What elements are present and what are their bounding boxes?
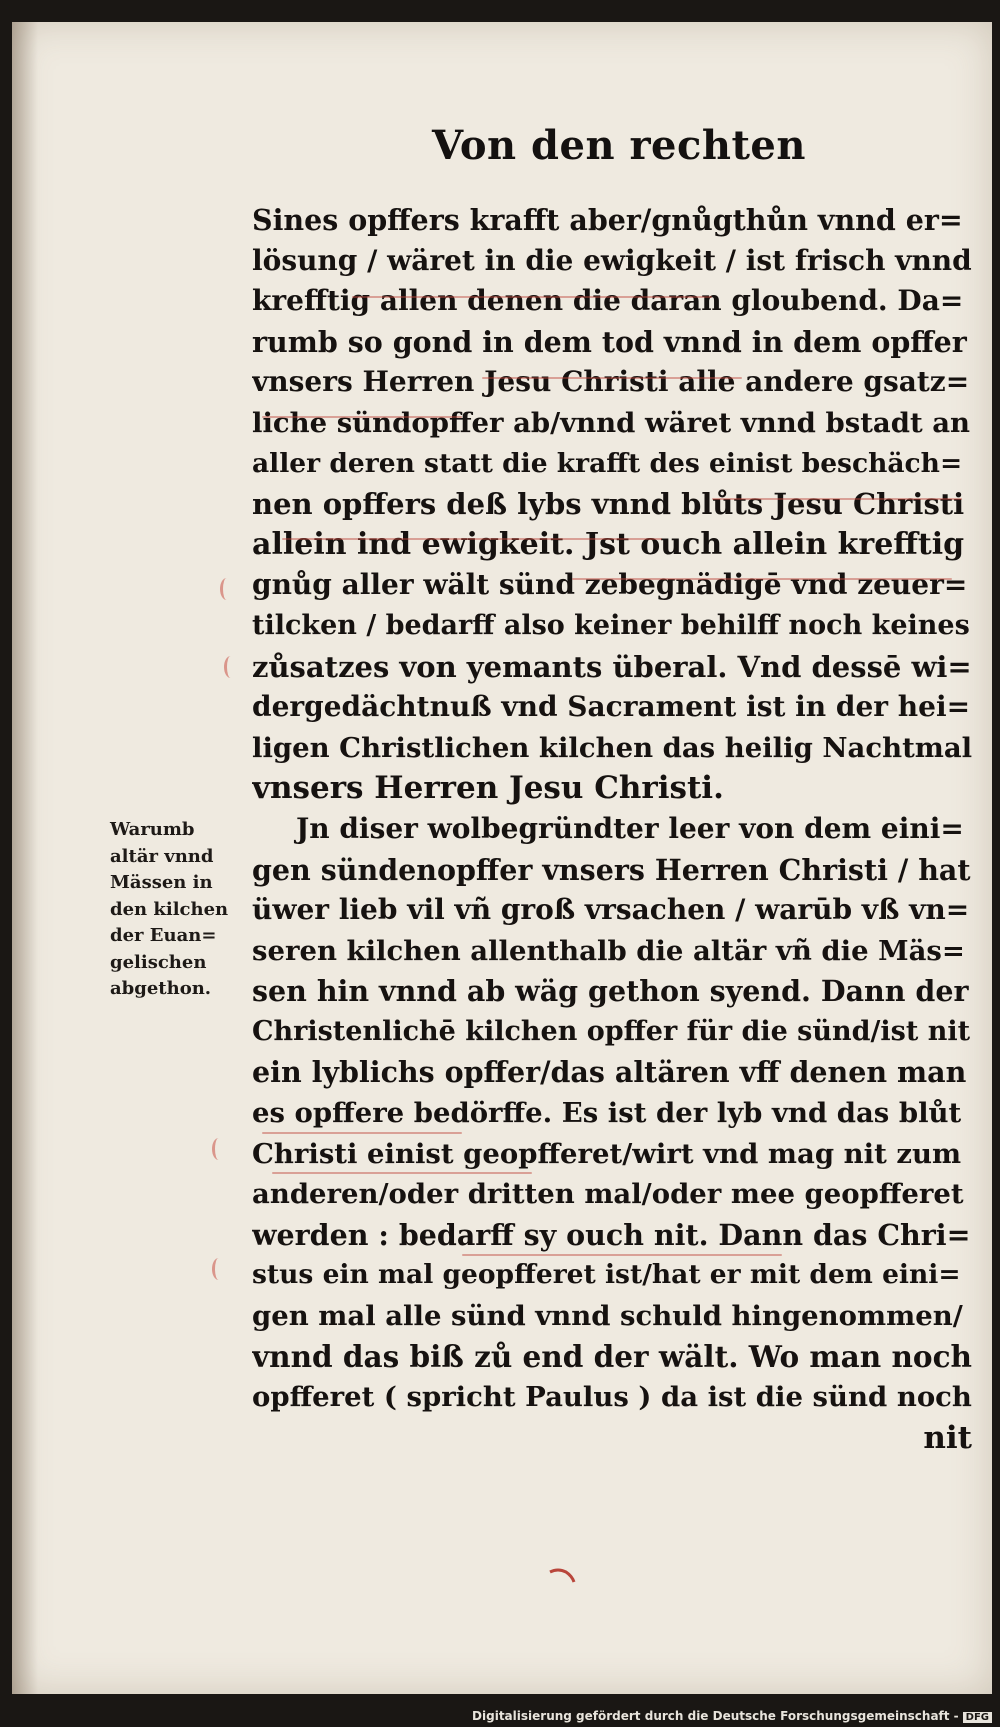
text-line: zůsatzes von yemants überal. Vnd dessē wi= (252, 649, 972, 684)
text-line: Christenlichē kilchen opffer für die sünd/ist nit (252, 1015, 971, 1047)
text-line: krefftig allen denen die daran gloubend. Da= (252, 284, 964, 318)
dfg-logo: DFG (963, 1712, 992, 1723)
marginal-note-line: gelischen (110, 951, 207, 973)
text-line: üwer lieb vil vñ groß vrsachen / warūb vß vn= (252, 893, 970, 927)
red-underline-mark (352, 296, 712, 298)
text-line: gen mal alle sünd vnnd schuld hingenommen/ (252, 1300, 963, 1333)
red-underline-mark (712, 498, 962, 500)
red-margin-tick (212, 1258, 225, 1280)
text-line: stus ein mal geopfferet ist/hat er mit dem eini= (252, 1259, 961, 1291)
text-line: vnsers Herren Jesu Christi. (252, 770, 724, 807)
marginal-note-line: Mässen in (110, 872, 213, 893)
marginal-note-line: altär vnnd (110, 845, 214, 867)
text-line: lösung / wäret in die ewigkeit / ist frisch vnnd (252, 243, 972, 277)
text-line: sen hin vnnd ab wäg gethon syend. Dann der (252, 974, 969, 1009)
running-head: Von den rechten (432, 122, 806, 169)
red-underline-mark (572, 578, 952, 580)
text-line: opfferet ( spricht Paulus ) da ist die sünd noch (252, 1381, 972, 1414)
red-ink-mark (548, 1566, 578, 1584)
red-underline-mark (282, 538, 662, 540)
main-text-block (252, 200, 972, 1458)
text-line: vnsers Herren Jesu Christi alle andere gsatz= (252, 365, 970, 399)
text-line: ein lyblichs opffer/das altären vff denen man (252, 1055, 967, 1090)
marginal-note-line: den kilchen (110, 898, 229, 920)
text-line: nen opffers deß lybs vnnd blůts Jesu Christi (252, 487, 965, 522)
text-line: Christi einist geopfferet/wirt vnd mag nit zum (252, 1137, 962, 1170)
text-line: ligen Christlichen kilchen das heilig Nachtmal (252, 731, 972, 764)
marginal-note-line: der Euan= (110, 925, 217, 946)
red-margin-tick (220, 578, 233, 600)
red-margin-tick (212, 1138, 225, 1160)
red-underline-mark (262, 1132, 462, 1134)
digitization-credit (472, 1709, 992, 1723)
text-line: werden : bedarff sy ouch nit. Dann das Chri= (252, 1217, 971, 1252)
marginal-note-line: Warumb (110, 819, 195, 840)
text-line: vnnd das biß zů end der wält. Wo man noch (252, 1338, 972, 1374)
text-line: gnůg aller wält sünd zebegnädigē vnd zeuer= (252, 568, 968, 602)
text-line: es opffere bedörffe. Es ist der lyb vnd das blůt (252, 1097, 962, 1130)
text-line: aller deren statt die krafft des einist beschäch= (252, 447, 963, 479)
red-underline-mark (482, 377, 742, 379)
text-line: gen sündenopffer vnsers Herren Christi / hat (252, 852, 971, 887)
text-line: dergedächtnuß vnd Sacrament ist in der hei= (252, 690, 971, 724)
text-line: anderen/oder dritten mal/oder mee geopfferet (252, 1178, 964, 1211)
red-margin-tick (224, 656, 237, 678)
text-line: seren kilchen allenthalb die altär vñ die Mäs= (252, 934, 965, 967)
text-line: allein ind ewigkeit. Jst ouch allein krefftig (252, 526, 965, 562)
text-line: Jn diser wolbegründter leer von dem eini= (296, 811, 964, 845)
catchword: nit (923, 1419, 972, 1456)
red-underline-mark (272, 1172, 532, 1174)
marginal-note (110, 817, 246, 1003)
text-line: rumb so gond in dem tod vnnd in dem opffer (252, 324, 967, 359)
text-line: liche sündopffer ab/vnnd wäret vnnd bstadt an (252, 406, 971, 439)
digitization-credit-text: Digitalisierung gefördert durch die Deutsche Forschungsgemeinschaft - (472, 1709, 959, 1723)
red-underline-mark (262, 416, 462, 418)
page-sheet (12, 22, 992, 1694)
text-line: Sines opffers krafft aber/gnůgthůn vnnd er= (252, 203, 963, 237)
marginal-note-line: abgethon. (110, 978, 212, 999)
text-line: tilcken / bedarff also keiner behilff noch keines (252, 609, 970, 641)
red-underline-mark (462, 1254, 782, 1256)
